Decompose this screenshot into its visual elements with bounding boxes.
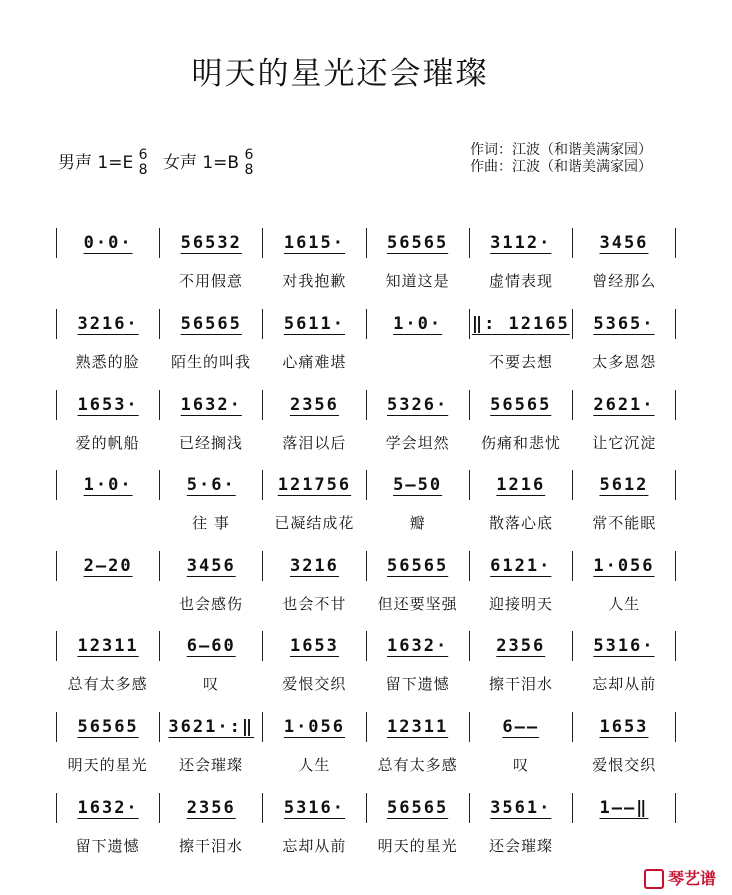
measure: 3216· (56, 309, 159, 339)
female-label: 女声 (162, 153, 197, 173)
measure: 6121· (469, 551, 572, 581)
lyric: 擦干泪水 (178, 837, 243, 855)
lyrics-line (56, 351, 676, 371)
score-line (56, 388, 676, 468)
score-line (56, 710, 676, 790)
lyric: 常不能眠 (592, 514, 657, 532)
lyric: 人生 (608, 595, 641, 613)
time-signature (139, 148, 148, 178)
measure: 5612 (572, 470, 676, 500)
measure: 1615· (262, 228, 365, 258)
lyric: 迎接明天 (488, 595, 553, 613)
lyrics-line (56, 270, 676, 290)
measure: 1·0· (56, 470, 159, 500)
measure: 121756 (262, 470, 365, 500)
measure: 3456 (572, 228, 676, 258)
measure: 12311 (56, 631, 159, 661)
measure: 56565 (159, 309, 262, 339)
male-key: 1=E (97, 153, 134, 173)
lyric (56, 512, 159, 532)
score-line (56, 307, 676, 387)
notes-line (56, 307, 676, 341)
measure: 6–– (469, 712, 572, 742)
lyric: 还会璀璨 (488, 837, 553, 855)
composer: 作曲：江波（和谐美满家园） (470, 159, 652, 175)
notes-line (56, 791, 676, 825)
lyric: 不用假意 (178, 272, 243, 290)
lyric: 落泪以后 (282, 434, 347, 452)
lyric: 熟悉的脸 (75, 353, 140, 371)
lyric: 总有太多感 (67, 675, 148, 693)
measure: 5365· (572, 309, 676, 339)
song-title: 明天的星光还会璀璨 (191, 56, 489, 92)
lyric: 已凝结成花 (274, 514, 355, 532)
lyric (56, 593, 159, 613)
lyric: 已经搁浅 (178, 434, 243, 452)
measure: 6–60 (159, 631, 262, 661)
lyric: 明天的星光 (377, 837, 458, 855)
lyric: 陌生的叫我 (170, 353, 251, 371)
lyric: 总有太多感 (377, 756, 458, 774)
lyric: 擦干泪水 (488, 675, 553, 693)
score-line (56, 791, 676, 871)
lyric (56, 270, 159, 290)
measure: 2356 (159, 793, 262, 823)
measure: 3456 (159, 551, 262, 581)
male-voice (58, 147, 153, 178)
lyrics-line (56, 754, 676, 774)
score-line (56, 549, 676, 629)
notes-line (56, 468, 676, 502)
lyric: 曾经那么 (592, 272, 657, 290)
measure: 1·0· (366, 309, 469, 339)
lyric: 留下遗憾 (75, 837, 140, 855)
measure: 2–20 (56, 551, 159, 581)
lyric: 还会璀璨 (178, 756, 243, 774)
measure: 1653 (572, 712, 676, 742)
lyric: 学会坦然 (385, 434, 450, 452)
time-top: 6 (138, 147, 148, 163)
lyric: 也会感伤 (178, 595, 243, 613)
notes-line (56, 388, 676, 422)
measure: 56565 (366, 793, 469, 823)
lyricist: 作词：江波（和谐美满家园） (470, 142, 652, 158)
measure: 56532 (159, 228, 262, 258)
measure: 1632· (56, 793, 159, 823)
lyric: 爱恨交织 (282, 675, 347, 693)
measure: 2356 (469, 631, 572, 661)
lyrics-line (56, 835, 676, 855)
measure: 1––‖ (572, 793, 676, 823)
measure: 1653 (262, 631, 365, 661)
lyric: 太多恩怨 (592, 353, 657, 371)
lyrics-line (56, 593, 676, 613)
time-signature (245, 148, 254, 178)
measure: 0·0· (56, 228, 159, 258)
measure: 1632· (366, 631, 469, 661)
lyric (366, 351, 469, 371)
male-label: 男声 (58, 153, 92, 173)
measure: 5316· (572, 631, 676, 661)
lyric: 但还要坚强 (377, 595, 458, 613)
lyrics-line (56, 432, 676, 452)
lyric: 心痛难堪 (282, 353, 347, 371)
score-line (56, 226, 676, 306)
lyrics-line (56, 673, 676, 693)
watermark (644, 866, 716, 890)
lyric: 明天的星光 (67, 756, 148, 774)
time-bottom: 8 (138, 162, 148, 178)
logo-icon (644, 869, 664, 889)
measure: 1653· (56, 390, 159, 420)
female-key: 1=B (202, 153, 240, 173)
measure: 2621· (572, 390, 676, 420)
lyric: 对我抱歉 (282, 272, 347, 290)
lyric: 往 事 (192, 514, 230, 532)
watermark-text: 琴艺谱 (667, 868, 716, 888)
lyric: 爱恨交织 (592, 756, 657, 774)
score-line (56, 629, 676, 709)
measure: 5316· (262, 793, 365, 823)
measure: 1·056 (572, 551, 676, 581)
notes-line (56, 549, 676, 583)
notes-line (56, 226, 676, 260)
measure: 56565 (469, 390, 572, 420)
lyric: 让它沉淀 (592, 434, 657, 452)
measure: 12311 (366, 712, 469, 742)
lyric: 留下遗憾 (385, 675, 450, 693)
lyric: 虚情表现 (488, 272, 553, 290)
lyric: 瓣 (409, 514, 426, 532)
lyric: 忘却从前 (592, 675, 657, 693)
lyric: 也会不甘 (282, 595, 347, 613)
key-signature (58, 148, 263, 178)
notes-line (56, 710, 676, 744)
measure: 1·056 (262, 712, 365, 742)
measure: 56565 (56, 712, 159, 742)
measure: 56565 (366, 228, 469, 258)
measure: 3561· (469, 793, 572, 823)
measure: 2356 (262, 390, 365, 420)
time-bottom: 8 (244, 162, 254, 178)
measure: 3621·:‖ (159, 712, 262, 742)
lyric: 人生 (298, 756, 331, 774)
lyric: 忘却从前 (282, 837, 347, 855)
lyric: 叹 (202, 675, 219, 693)
lyric: 散落心底 (488, 514, 553, 532)
lyric: 伤痛和悲忧 (480, 434, 561, 452)
lyric (573, 835, 676, 855)
measure: 5–50 (366, 470, 469, 500)
female-voice (162, 147, 254, 178)
lyric: 不要去想 (488, 353, 553, 371)
lyrics-line (56, 512, 676, 532)
measure: 3216 (262, 551, 365, 581)
time-top: 6 (244, 147, 254, 163)
notes-line (56, 629, 676, 663)
measure: 5611· (262, 309, 365, 339)
measure: 5326· (366, 390, 469, 420)
measure: 1632· (159, 390, 262, 420)
measure: 56565 (366, 551, 469, 581)
lyric: 知道这是 (385, 272, 450, 290)
credits (470, 142, 652, 176)
score-line (56, 468, 676, 548)
measure: ‖: 12165 (469, 309, 572, 339)
measure: 3112· (469, 228, 572, 258)
measure: 5·6· (159, 470, 262, 500)
lyric: 叹 (512, 756, 529, 774)
lyric: 爱的帆船 (75, 434, 140, 452)
measure: 1216 (469, 470, 572, 500)
